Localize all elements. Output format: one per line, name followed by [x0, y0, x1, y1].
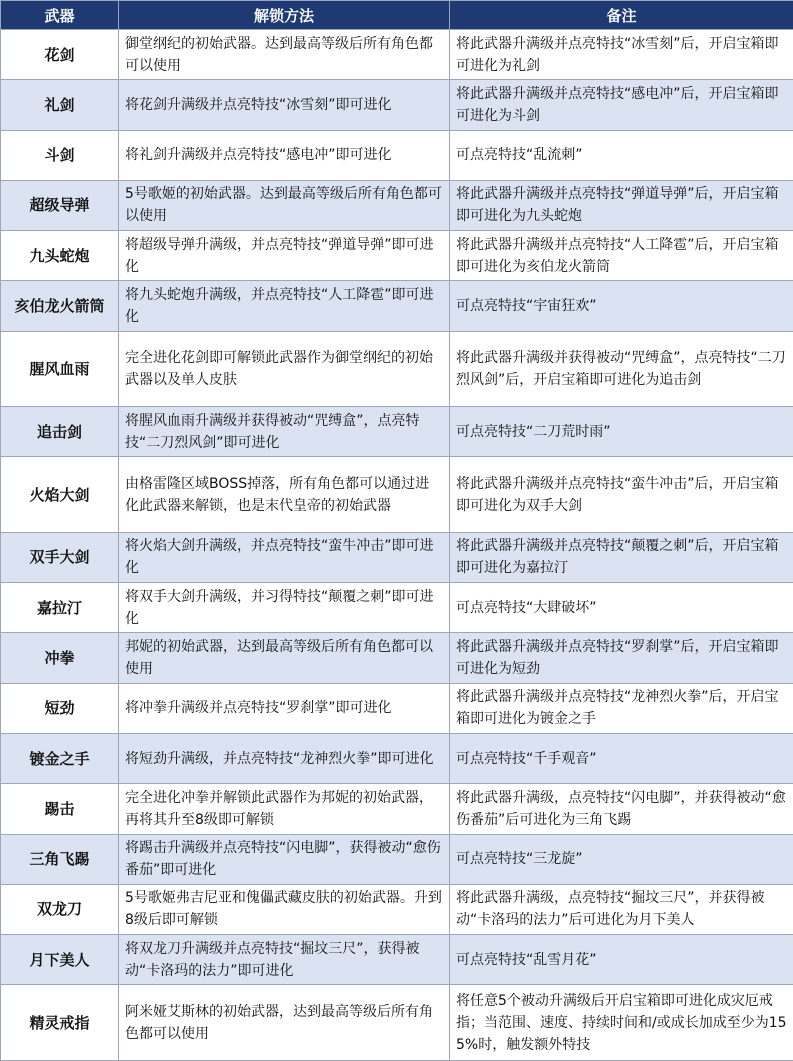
weapon-name: 花剑	[1, 30, 119, 80]
weapon-name: 双龙刀	[1, 884, 119, 934]
note: 将任意5个被动升满级后开启宝箱即可进化成灾厄戒指；当范围、速度、持续时间和/或成长加成至少为155%时，触发额外特技	[450, 985, 793, 1061]
weapon-name: 追击剑	[1, 407, 119, 457]
weapon-name: 三角飞踢	[1, 834, 119, 884]
weapon-name: 双手大剑	[1, 532, 119, 582]
weapon-name: 火焰大剑	[1, 457, 119, 532]
note: 将此武器升满级，点亮特技“闪电脚”，并获得被动“愈伤番茄”后可进化为三角飞踢	[450, 784, 793, 834]
note: 将此武器升满级，点亮特技“掘坟三尺”，并获得被动“卡洛玛的法力”后可进化为月下美人	[450, 884, 793, 934]
weapon-name: 亥伯龙火箭筒	[1, 281, 119, 331]
note: 可点亮特技“大肆破坏”	[450, 583, 793, 633]
unlock-method: 5号歌姬的初始武器。达到最高等级后所有角色都可以使用	[119, 180, 450, 230]
weapon-name: 礼剑	[1, 80, 119, 130]
unlock-method: 将花剑升满级并点亮特技“冰雪刻”即可进化	[119, 80, 450, 130]
table-row	[1, 985, 793, 1061]
table-row	[1, 281, 793, 331]
unlock-method: 将九头蛇炮升满级，并点亮特技“人工降雹”即可进化	[119, 281, 450, 331]
note: 将此武器升满级并点亮特技“冰雪刻”后，开启宝箱即可进化为礼剑	[450, 30, 793, 80]
header-unlock-method: 解锁方法	[119, 1, 450, 30]
note: 可点亮特技“三龙旋”	[450, 834, 793, 884]
unlock-method: 完全进化冲拳并解锁此武器作为邦妮的初始武器，再将其升至8级即可解锁	[119, 784, 450, 834]
table-row	[1, 407, 793, 457]
unlock-method: 由格雷隆区域BOSS掉落，所有角色都可以通过进化此武器来解锁，也是末代皇帝的初始武器	[119, 457, 450, 532]
unlock-method: 将腥风血雨升满级并获得被动“咒缚盒”，点亮特技“二刀烈风剑”即可进化	[119, 407, 450, 457]
weapon-name: 冲拳	[1, 633, 119, 683]
note: 可点亮特技“二刀荒时雨”	[450, 407, 793, 457]
note: 可点亮特技“乱雪月花”	[450, 935, 793, 985]
unlock-method: 将冲拳升满级并点亮特技“罗刹掌”即可进化	[119, 683, 450, 733]
unlock-method: 将踢击升满级并点亮特技“闪电脚”，获得被动“愈伤番茄”即可进化	[119, 834, 450, 884]
note: 将此武器升满级并点亮特技“颠覆之刺”后，开启宝箱即可进化为嘉拉汀	[450, 532, 793, 582]
table-row	[1, 30, 793, 80]
table-header-row	[1, 1, 793, 30]
note: 将此武器升满级并获得被动“咒缚盒”，点亮特技“二刀烈风剑”后，开启宝箱即可进化为追击剑	[450, 331, 793, 406]
table-row	[1, 80, 793, 130]
note: 可点亮特技“乱流刺”	[450, 130, 793, 180]
table-row	[1, 884, 793, 934]
weapon-name: 短劲	[1, 683, 119, 733]
table-row	[1, 231, 793, 281]
unlock-method: 阿米娅艾斯林的初始武器，达到最高等级后所有角色都可以使用	[119, 985, 450, 1061]
unlock-method: 将火焰大剑升满级，并点亮特技“蛮牛冲击”即可进化	[119, 532, 450, 582]
note: 可点亮特技“宇宙狂欢”	[450, 281, 793, 331]
weapon-name: 腥风血雨	[1, 331, 119, 406]
weapon-name: 超级导弹	[1, 180, 119, 230]
table-row	[1, 834, 793, 884]
unlock-method: 将双手大剑升满级，并习得特技“颠覆之刺”即可进化	[119, 583, 450, 633]
table-row	[1, 935, 793, 985]
note: 将此武器升满级并点亮特技“感电冲”后，开启宝箱即可进化为斗剑	[450, 80, 793, 130]
table-row	[1, 331, 793, 406]
note: 将此武器升满级并点亮特技“蛮牛冲击”后，开启宝箱即可进化为双手大剑	[450, 457, 793, 532]
header-weapon: 武器	[1, 1, 119, 30]
table-row	[1, 633, 793, 683]
unlock-method: 完全进化花剑即可解锁此武器作为御堂纲纪的初始武器以及单人皮肤	[119, 331, 450, 406]
note: 将此武器升满级并点亮特技“龙神烈火拳”后，开启宝箱即可进化为镀金之手	[450, 683, 793, 733]
unlock-method: 将双龙刀升满级并点亮特技“掘坟三尺”，获得被动“卡洛玛的法力”即可进化	[119, 935, 450, 985]
unlock-method: 将短劲升满级，并点亮特技“龙神烈火拳”即可进化	[119, 733, 450, 783]
weapon-name: 踢击	[1, 784, 119, 834]
note: 将此武器升满级并点亮特技“罗刹掌”后，开启宝箱即可进化为短劲	[450, 633, 793, 683]
note: 将此武器升满级并点亮特技“人工降雹”后，开启宝箱即可进化为亥伯龙火箭筒	[450, 231, 793, 281]
header-note: 备注	[450, 1, 793, 30]
table-row	[1, 532, 793, 582]
table-row	[1, 683, 793, 733]
weapon-name: 月下美人	[1, 935, 119, 985]
weapon-name: 九头蛇炮	[1, 231, 119, 281]
weapon-name: 镀金之手	[1, 733, 119, 783]
unlock-method: 将超级导弹升满级，并点亮特技“弹道导弹”即可进化	[119, 231, 450, 281]
table-row	[1, 180, 793, 230]
table-row	[1, 733, 793, 783]
weapon-name: 斗剑	[1, 130, 119, 180]
weapon-name: 嘉拉汀	[1, 583, 119, 633]
unlock-method: 将礼剑升满级并点亮特技“感电冲”即可进化	[119, 130, 450, 180]
table-row	[1, 784, 793, 834]
note: 可点亮特技“千手观音”	[450, 733, 793, 783]
unlock-method: 邦妮的初始武器，达到最高等级后所有角色都可以使用	[119, 633, 450, 683]
weapon-name: 精灵戒指	[1, 985, 119, 1061]
table-row	[1, 130, 793, 180]
unlock-method: 5号歌姬弗吉尼亚和傀儡武藏皮肤的初始武器。升到8级后即可解锁	[119, 884, 450, 934]
table-row	[1, 457, 793, 532]
note: 将此武器升满级并点亮特技“弹道导弹”后，开启宝箱即可进化为九头蛇炮	[450, 180, 793, 230]
unlock-method: 御堂纲纪的初始武器。达到最高等级后所有角色都可以使用	[119, 30, 450, 80]
table-row	[1, 583, 793, 633]
